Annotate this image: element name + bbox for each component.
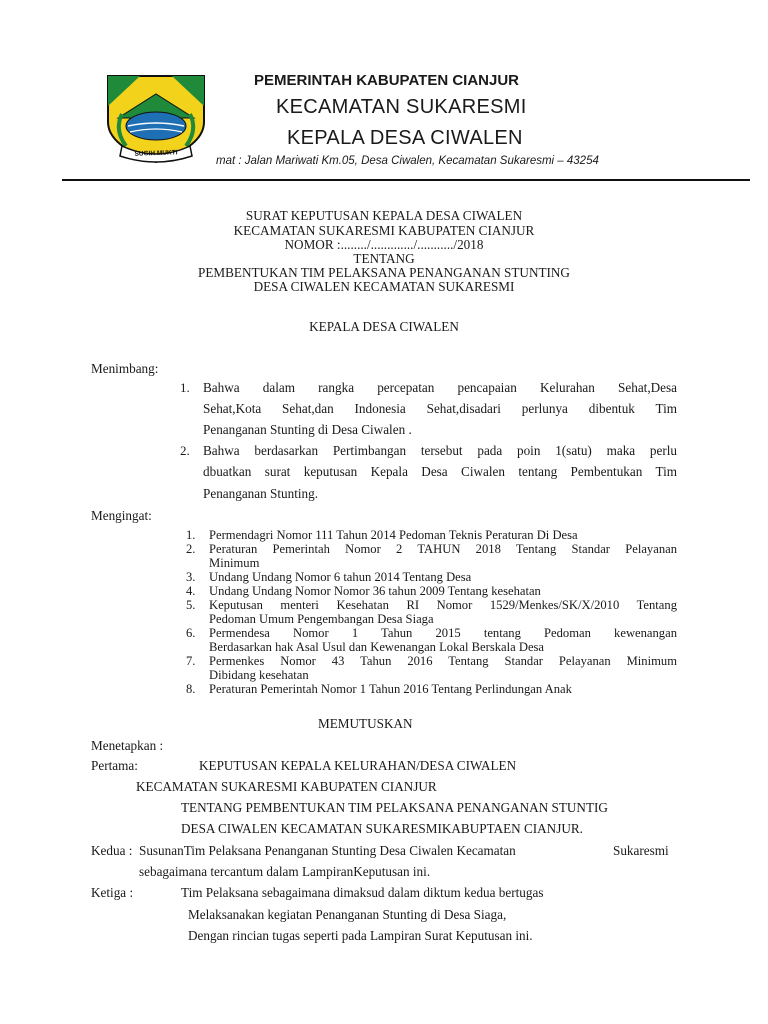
- letterhead-line3: KEPALA DESA CIWALEN: [287, 127, 523, 149]
- mengingat-item: [186, 570, 677, 584]
- mengingat-item: [186, 682, 677, 696]
- mengingat-number: 4.: [186, 584, 196, 598]
- menimbang-text: Penanganan Stunting di Desa Ciwalen .: [203, 422, 412, 437]
- mengingat-text: Keputusan menteri Kesehatan RI Nomor 1529/Menkes/SK/X/2010 Tentang: [209, 598, 677, 612]
- mengingat-text: Undang Undang Nomor 6 tahun 2014 Tentang Desa: [209, 570, 472, 584]
- mengingat-text: Minimum: [209, 556, 260, 570]
- kedua-line1: SusunanTim Pelaksana Penanganan Stunting Desa Ciwalen Kecamatan: [139, 843, 516, 858]
- pertama-line2: KECAMATAN SUKARESMI KABUPATEN CIANJUR: [136, 779, 437, 794]
- pertama-line4: DESA CIWALEN KECAMATAN SUKARESMIKABUPTAEN CIANJUR.: [181, 821, 583, 836]
- mengingat-text: Peraturan Pemerintah Nomor 1 Tahun 2016 Tentang Perlindungan Anak: [209, 682, 572, 696]
- menimbang-number: 1.: [180, 380, 190, 395]
- official-title: KEPALA DESA CIWALEN: [309, 319, 459, 334]
- menimbang-text: Bahwa berdasarkan Pertimbangan tersebut pada poin 1(satu) maka perlu: [203, 443, 677, 458]
- mengingat-item: [186, 528, 677, 542]
- mengingat-item: [186, 626, 677, 654]
- menimbang-label: Menimbang:: [91, 361, 159, 376]
- memutuskan-heading: MEMUTUSKAN: [318, 716, 413, 731]
- logo-motto: SUGIH MUKTI: [134, 149, 178, 158]
- mengingat-text: Undang Undang Nomor Nomor 36 tahun 2009 Tentang kesehatan: [209, 584, 541, 598]
- mengingat-label: Mengingat:: [91, 508, 152, 523]
- title-number: NOMOR :......../............./.........../2018: [284, 237, 484, 252]
- mengingat-number: 8.: [186, 682, 196, 696]
- ketiga-line3: Dengan rincian tugas seperti pada Lampiran Surat Keputusan ini.: [188, 928, 533, 943]
- title-subject-2: DESA CIWALEN KECAMATAN SUKARESMI: [253, 279, 515, 294]
- mengingat-item: [186, 654, 677, 682]
- mengingat-text: Permendesa Nomor 1 Tahun 2015 tentang Pedoman kewenangan: [209, 626, 677, 640]
- menimbang-text: Bahwa dalam rangka percepatan pencapaian Kelurahan Sehat,Desa: [203, 380, 677, 395]
- mengingat-text: Dibidang kesehatan: [209, 668, 309, 682]
- menetapkan-label: Menetapkan :: [91, 738, 164, 753]
- mengingat-number: 1.: [186, 528, 196, 542]
- menimbang-text: dbuatkan surat keputusan Kepala Desa Ciwalen tentang Pembentukan Tim: [203, 464, 677, 479]
- mengingat-number: 3.: [186, 570, 196, 584]
- mengingat-text: Berdasarkan hak Asal Usul dan Kewenangan Lokal Berskala Desa: [209, 640, 545, 654]
- mengingat-item: [186, 598, 677, 626]
- pertama-label: Pertama:: [91, 758, 138, 773]
- kedua-line2: sebagaimana tercantum dalam LampiranKeputusan ini.: [139, 864, 431, 879]
- kedua-line1-end: Sukaresmi: [613, 843, 669, 858]
- menimbang-text: Penanganan Stunting.: [203, 486, 319, 501]
- mengingat-item: [186, 542, 677, 570]
- pertama-line1: KEPUTUSAN KEPALA KELURAHAN/DESA CIWALEN: [199, 758, 517, 773]
- letterhead-line2: KECAMATAN SUKARESMI: [276, 96, 527, 118]
- menimbang-number: 2.: [180, 443, 190, 458]
- mengingat-text: Permendagri Nomor 111 Tahun 2014 Pedoman Teknis Peraturan Di Desa: [209, 528, 578, 542]
- letterhead-line1: PEMERINTAH KABUPATEN CIANJUR: [254, 72, 520, 89]
- letterhead-address: mat : Jalan Mariwati Km.05, Desa Ciwalen, Kecamatan Sukaresmi – 43254: [216, 155, 599, 167]
- logo-emblem: [100, 70, 212, 168]
- ketiga-line2: Melaksanakan kegiatan Penanganan Stunting di Desa Siaga,: [188, 907, 507, 922]
- mengingat-text: Peraturan Pemerintah Nomor 2 TAHUN 2018 Tentang Standar Pelayanan: [209, 542, 677, 556]
- mengingat-text: Permenkes Nomor 43 Tahun 2016 Tentang Standar Pelayanan Minimum: [209, 654, 677, 668]
- title-tentang: TENTANG: [353, 251, 415, 266]
- mengingat-number: 6.: [186, 626, 196, 640]
- menimbang-text: Sehat,Kota Sehat,dan Indonesia Sehat,disadari perlunya dibentuk Tim: [203, 401, 677, 416]
- ketiga-line1: Tim Pelaksana sebagaimana dimaksud dalam diktum kedua bertugas: [181, 885, 544, 900]
- mengingat-number: 2.: [186, 542, 196, 556]
- title-line1: SURAT KEPUTUSAN KEPALA DESA CIWALEN: [245, 208, 523, 223]
- mengingat-number: 7.: [186, 654, 196, 668]
- ketiga-label: Ketiga :: [91, 885, 134, 900]
- mengingat-text: Pedoman Umum Pengembangan Desa Siaga: [209, 612, 434, 626]
- title-line2: KECAMATAN SUKARESMI KABUPATEN CIANJUR: [233, 223, 535, 238]
- mengingat-number: 5.: [186, 598, 196, 612]
- title-subject: PEMBENTUKAN TIM PELAKSANA PENANGANAN STUNTING: [198, 265, 570, 280]
- mengingat-item: [186, 584, 677, 598]
- letterhead-divider: [62, 179, 750, 181]
- pertama-line3: TENTANG PEMBENTUKAN TIM PELAKSANA PENANGANAN STUNTIG: [181, 800, 608, 815]
- kedua-label: Kedua :: [91, 843, 133, 858]
